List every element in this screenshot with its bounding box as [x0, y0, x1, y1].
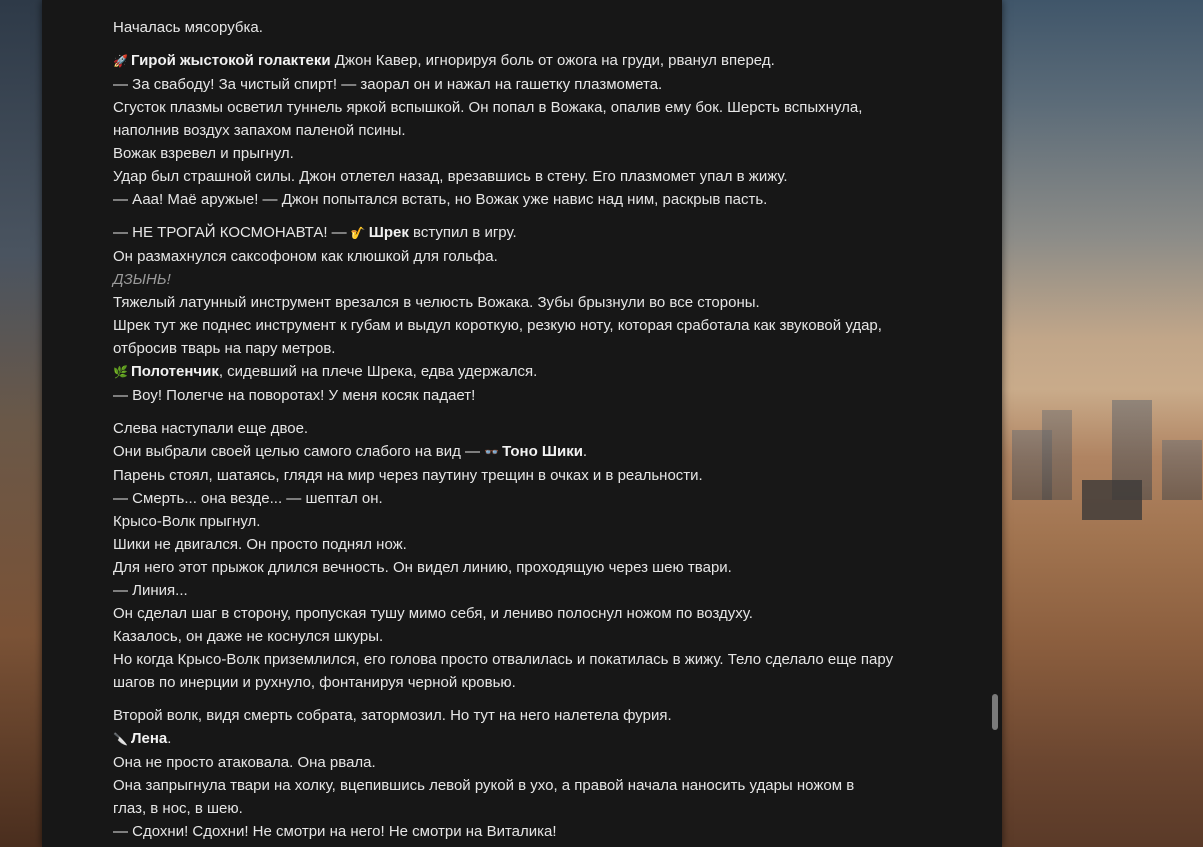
- story-line: — Линия...: [113, 582, 188, 599]
- background-rock: [1162, 440, 1202, 500]
- story-line: глаз, в нос, в шею.: [113, 800, 243, 817]
- character-name: Тоно Шики: [502, 443, 583, 460]
- saxophone-icon: 🎷: [350, 226, 366, 240]
- character-name: Лена: [130, 730, 168, 747]
- story-line: наполнив воздух запахом паленой псины.: [113, 122, 406, 139]
- story-line: Он размахнулся саксофоном как клюшкой для гольфа.: [113, 248, 498, 265]
- glasses-icon: 👓: [484, 445, 500, 459]
- paragraph-shiki: [113, 417, 963, 694]
- story-line: — Ааа! Маё аружые! — Джон попытался встать, но Вожак уже навис над ним, раскрыв пасть.: [113, 191, 768, 208]
- story-text-fragment: .: [582, 443, 588, 460]
- story-text: [113, 0, 963, 843]
- story-text-fragment: — НЕ ТРОГАЙ КОСМОНАВТА! —: [113, 224, 351, 241]
- story-line: Сгусток плазмы осветил туннель яркой вспышкой. Он попал в Вожака, опалив ему бок. Шерсть вспыхнула,: [113, 99, 863, 116]
- scrollbar-thumb[interactable]: [992, 694, 998, 730]
- story-line: Казалось, он даже не коснулся шкуры.: [113, 628, 384, 645]
- rocket-icon: 🚀: [113, 54, 128, 68]
- story-line: Он сделал шаг в сторону, пропуская тушу мимо себя, и лениво полоснул ножом по воздуху.: [113, 605, 753, 622]
- story-line: Слева наступали еще двое.: [113, 420, 309, 437]
- background-left: [0, 0, 42, 847]
- knife-icon: 🔪: [113, 732, 128, 746]
- story-text-fragment: .: [167, 730, 172, 747]
- story-line: Началась мясорубка.: [113, 19, 263, 36]
- story-line-italic: ДЗЫНЬ!: [113, 271, 171, 288]
- story-line: отбросив тварь на пару метров.: [113, 340, 336, 357]
- story-line: [113, 440, 963, 464]
- background-rock: [1082, 480, 1142, 520]
- story-line: Она не просто атаковала. Она рвала.: [113, 754, 376, 771]
- story-line: [113, 49, 963, 73]
- paragraph-john: [113, 49, 963, 211]
- story-line: — Воу! Полегче на поворотах! У меня косяк падает!: [113, 387, 476, 404]
- story-text-fragment: Они выбрали своей целью самого слабого на вид —: [113, 443, 485, 460]
- background-right: [1002, 0, 1203, 847]
- story-line: Парень стоял, шатаясь, глядя на мир через паутину трещин в очках и в реальности.: [113, 467, 703, 484]
- story-line: — За свабоду! За чистый спирт! — заорал он и нажал на гашетку плазмомета.: [113, 76, 663, 93]
- story-line: Тяжелый латунный инструмент врезался в челюсть Вожака. Зубы брызнули во все стороны.: [113, 294, 760, 311]
- story-line: Она запрыгнула твари на холку, вцепившись левой рукой в ухо, а правой начала наносить удары ножом в: [113, 777, 855, 794]
- paragraph-lena: [113, 704, 963, 843]
- story-line: — Сдохни! Сдохни! Не смотри на него! Не смотри на Виталика!: [113, 823, 557, 840]
- herb-icon: 🌿: [113, 365, 128, 379]
- character-name: Шрек: [368, 224, 409, 241]
- story-line: [113, 727, 963, 751]
- story-line: Удар был страшной силы. Джон отлетел назад, врезавшись в стену. Его плазмомет упал в жижу.: [113, 168, 788, 185]
- story-line: — Смерть... она везде... — шептал он.: [113, 490, 383, 507]
- story-line: [113, 360, 963, 384]
- story-line: Вожак взревел и прыгнул.: [113, 145, 294, 162]
- story-line: Шрек тут же поднес инструмент к губам и выдул короткую, резкую ноту, которая сработала как звуковой удар,: [113, 317, 882, 334]
- character-name: Полотенчик: [130, 363, 219, 380]
- story-text-fragment: Джон Кавер, игнорируя боль от ожога на груди, рванул вперед.: [330, 52, 775, 69]
- character-name: Гирой жыстокой голактеки: [130, 52, 331, 69]
- story-line: [113, 221, 963, 245]
- story-text-fragment: вступил в игру.: [408, 224, 517, 241]
- story-line: Но когда Крысо-Волк приземлился, его голова просто отвалилась и покатилась в жижу. Тело сделало еще пару: [113, 651, 894, 668]
- story-line: Крысо-Волк прыгнул.: [113, 513, 261, 530]
- background-rock: [1042, 410, 1072, 500]
- story-line: Второй волк, видя смерть собрата, затормозил. Но тут на него налетела фурия.: [113, 707, 672, 724]
- story-line: Для него этот прыжок длился вечность. Он видел линию, проходящую через шею твари.: [113, 559, 732, 576]
- story-text-fragment: , сидевший на плече Шрека, едва удержался.: [218, 363, 538, 380]
- paragraph-shrek: [113, 221, 963, 407]
- story-line: Шики не двигался. Он просто поднял нож.: [113, 536, 407, 553]
- story-line: шагов по инерции и рухнуло, фонтанируя черной кровью.: [113, 674, 516, 691]
